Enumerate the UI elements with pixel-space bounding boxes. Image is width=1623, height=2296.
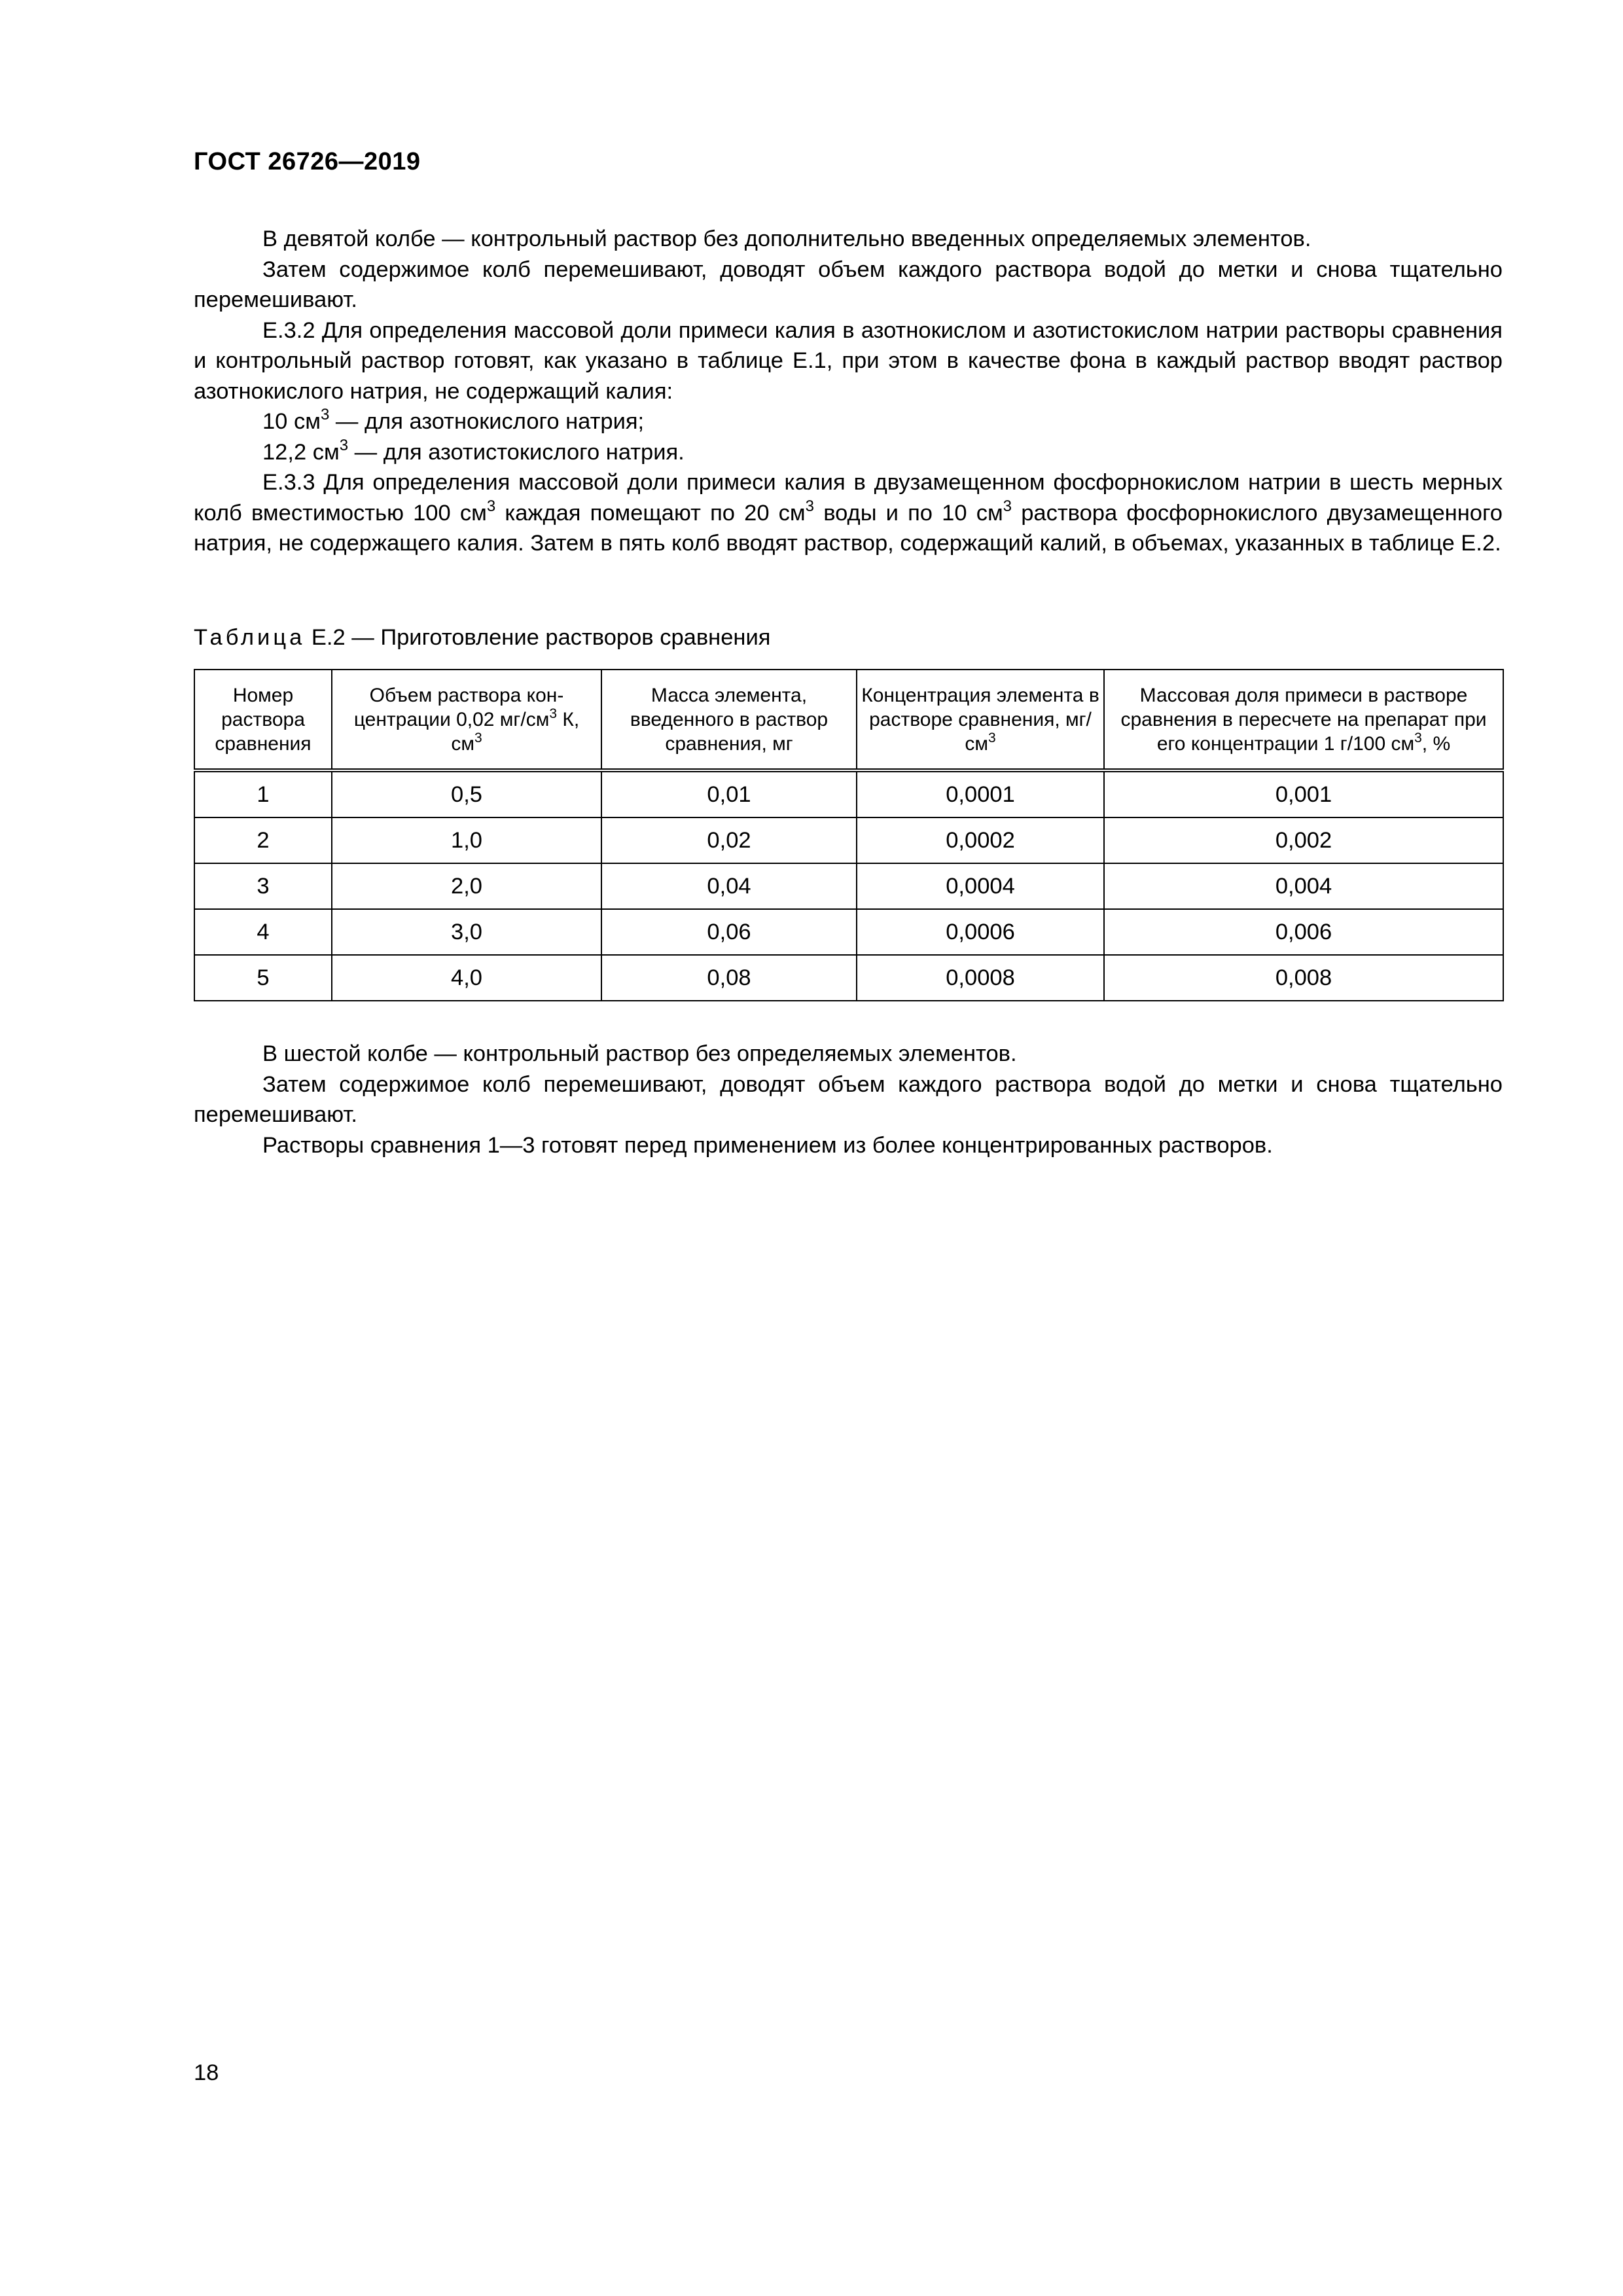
table-cell: 0,04 — [601, 863, 857, 909]
table-cell: 0,0008 — [857, 955, 1104, 1001]
table-cell: 1 — [194, 770, 332, 817]
table-caption-label: Таблица — [194, 625, 306, 650]
table-cell: 3 — [194, 863, 332, 909]
table-cell: 1,0 — [332, 817, 601, 863]
list-line: 12,2 $см^3$ — для азотистокислого натрия. — [262, 436, 685, 465]
table-cell: 5 — [194, 955, 332, 1001]
table-cell: 0,5 — [332, 770, 601, 817]
table-cell: 0,006 — [1104, 909, 1503, 955]
table-cell: 0,02 — [601, 817, 857, 863]
table-cell: 0,06 — [601, 909, 857, 955]
column-header: Массовая доля примеси в растворе сравнения в пересчете на препарат при его концентрации 1 г/100 $см^3$, % — [1104, 670, 1503, 770]
page-number: 18 — [194, 2060, 219, 2085]
table-caption-text: Е.2 — Приготовление растворов сравнения — [305, 625, 771, 650]
table-cell: 0,0002 — [857, 817, 1104, 863]
table-row — [194, 817, 1503, 863]
table-row — [194, 909, 1503, 955]
table-cell: 4 — [194, 909, 332, 955]
list-line: 10 $см^3$ — для азотнокислого натрия; — [262, 406, 645, 434]
table-caption — [194, 622, 770, 653]
table-cell: 4,0 — [332, 955, 601, 1001]
column-header: Объем раствора кон-центрации 0,02 $мг/см^3$ К, $см^3$ — [332, 670, 601, 770]
table-row — [194, 863, 1503, 909]
paragraph: Растворы сравнения 1—3 готовят перед применением из более концентрированных растворов. — [262, 1132, 1273, 1158]
column-header: Номер раствора сравнения — [194, 670, 332, 770]
table-cell: 0,002 — [1104, 817, 1503, 863]
paragraph: В девятой колбе — контрольный раствор без дополнительно введенных определяемых элементов. — [262, 226, 1311, 251]
paragraph: Затем содержимое колб перемешивают, доводят объем каждого раствора водой до метки и снова тщательно перемешивают. — [194, 1071, 1503, 1127]
table-row — [194, 955, 1503, 1001]
body-text-bottom — [194, 1039, 1503, 1160]
column-header: Масса элемента, введенного в раствор сравнения, мг — [601, 670, 857, 770]
document-header: ГОСТ 26726—2019 — [194, 148, 421, 175]
table-cell: 0,08 — [601, 955, 857, 1001]
paragraph: Затем содержимое колб перемешивают, доводят объем каждого раствора водой до метки и снова тщательно перемешивают. — [194, 257, 1503, 312]
table-cell: 0,008 — [1104, 955, 1503, 1001]
paragraph: В шестой колбе — контрольный раствор без определяемых элементов. — [262, 1041, 1017, 1066]
table-cell: 0,01 — [601, 770, 857, 817]
table-cell: 2,0 — [332, 863, 601, 909]
table-header-row — [194, 670, 1503, 770]
table-cell: 0,0001 — [857, 770, 1104, 817]
body-text-top — [194, 224, 1503, 559]
table-cell: 0,004 — [1104, 863, 1503, 909]
table-row — [194, 770, 1503, 817]
paragraph: Е.3.2 Для определения массовой доли примеси калия в азотнокислом и азотистокислом натрии растворы сравнения и контрольный раствор готовят, как указано в таблице Е.1, при этом в качестве фона в каждый раствор вводят раствор азотнокислого натрия, не содержащий калия: — [194, 317, 1503, 404]
column-header: Концентрация элемента в растворе сравнения, $мг/см^3$ — [857, 670, 1104, 770]
table-cell: 0,001 — [1104, 770, 1503, 817]
table-cell: 3,0 — [332, 909, 601, 955]
table-cell: 0,0006 — [857, 909, 1104, 955]
paragraph: Е.3.3 Для определения массовой доли примеси калия в двузамещенном фосфорнокислом натрии в шесть мерных колб вместимостью 100 $см^3$ каждая помещают по 20 $см^3$ воды и по 10 $см^3$ раствора фосфорнокислого двузамещенного натрия, не содержащего калия. Затем в пять колб вводят раствор, содержащий калий, в объемах, указанных в таблице Е.2. — [194, 470, 1503, 556]
comparison-solutions-table — [194, 669, 1504, 1001]
table-cell: 2 — [194, 817, 332, 863]
table-cell: 0,0004 — [857, 863, 1104, 909]
